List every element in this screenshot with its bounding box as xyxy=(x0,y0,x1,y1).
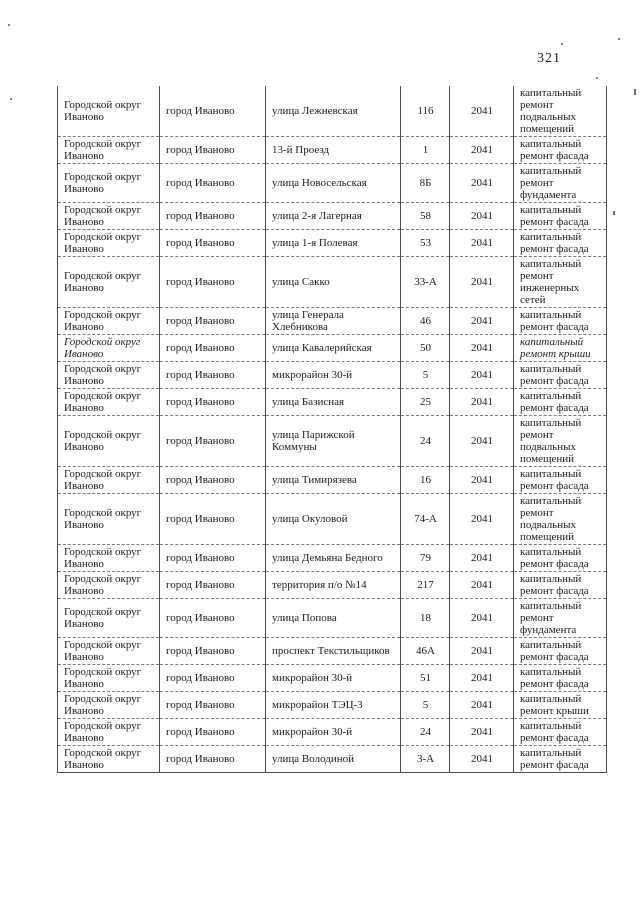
cell-house: 24 xyxy=(401,416,450,467)
table-row xyxy=(58,203,607,230)
table-row xyxy=(58,257,607,308)
cell-city: город Иваново xyxy=(160,467,266,494)
cell-house: 46А xyxy=(401,638,450,665)
cell-house: 74-А xyxy=(401,494,450,545)
scan-speck xyxy=(596,77,598,79)
cell-repair: капитальный ремонт крыши xyxy=(514,692,607,719)
cell-city: город Иваново xyxy=(160,692,266,719)
cell-municipality: Городской округ Иваново xyxy=(58,230,160,257)
cell-municipality: Городской округ Иваново xyxy=(58,719,160,746)
cell-year: 2041 xyxy=(450,257,514,308)
scan-speck xyxy=(10,98,12,100)
cell-year: 2041 xyxy=(450,230,514,257)
cell-municipality: Городской округ Иваново xyxy=(58,137,160,164)
scan-speck xyxy=(561,43,563,45)
table-row xyxy=(58,335,607,362)
cell-year: 2041 xyxy=(450,572,514,599)
cell-year: 2041 xyxy=(450,308,514,335)
table-row xyxy=(58,719,607,746)
cell-municipality: Городской округ Иваново xyxy=(58,416,160,467)
cell-repair: капитальный ремонт фасада xyxy=(514,638,607,665)
cell-repair: капитальный ремонт подвальных помещений xyxy=(514,494,607,545)
cell-year: 2041 xyxy=(450,467,514,494)
cell-city: город Иваново xyxy=(160,599,266,638)
table-row xyxy=(58,137,607,164)
cell-year: 2041 xyxy=(450,665,514,692)
table-row xyxy=(58,692,607,719)
cell-house: 53 xyxy=(401,230,450,257)
cell-street: улица 2-я Лагерная xyxy=(266,203,401,230)
cell-municipality: Городской округ Иваново xyxy=(58,86,160,137)
cell-repair: капитальный ремонт фасада xyxy=(514,572,607,599)
cell-year: 2041 xyxy=(450,599,514,638)
cell-house: 18 xyxy=(401,599,450,638)
cell-year: 2041 xyxy=(450,545,514,572)
cell-municipality: Городской округ Иваново xyxy=(58,572,160,599)
cell-city: город Иваново xyxy=(160,389,266,416)
table-row xyxy=(58,230,607,257)
cell-year: 2041 xyxy=(450,638,514,665)
cell-repair: капитальный ремонт крыши xyxy=(514,335,607,362)
cell-street: улица Окуловой xyxy=(266,494,401,545)
cell-municipality: Городской округ Иваново xyxy=(58,665,160,692)
cell-year: 2041 xyxy=(450,137,514,164)
cell-city: город Иваново xyxy=(160,572,266,599)
cell-repair: капитальный ремонт фасада xyxy=(514,137,607,164)
cell-city: город Иваново xyxy=(160,494,266,545)
cell-municipality: Городской округ Иваново xyxy=(58,467,160,494)
cell-house: 3-А xyxy=(401,746,450,773)
cell-year: 2041 xyxy=(450,86,514,137)
cell-year: 2041 xyxy=(450,494,514,545)
cell-municipality: Городской округ Иваново xyxy=(58,362,160,389)
table-row xyxy=(58,308,607,335)
cell-repair: капитальный ремонт фасада xyxy=(514,467,607,494)
cell-street: улица Володиной xyxy=(266,746,401,773)
cell-city: город Иваново xyxy=(160,746,266,773)
scan-speck xyxy=(618,38,620,40)
table-row xyxy=(58,638,607,665)
cell-municipality: Городской округ Иваново xyxy=(58,335,160,362)
cell-year: 2041 xyxy=(450,203,514,230)
cell-repair: капитальный ремонт фасада xyxy=(514,230,607,257)
cell-street: проспект Текстильщиков xyxy=(266,638,401,665)
cell-house: 51 xyxy=(401,665,450,692)
cell-municipality: Городской округ Иваново xyxy=(58,545,160,572)
cell-year: 2041 xyxy=(450,692,514,719)
cell-repair: капитальный ремонт фасада xyxy=(514,308,607,335)
cell-city: город Иваново xyxy=(160,203,266,230)
cell-year: 2041 xyxy=(450,719,514,746)
cell-repair: капитальный ремонт фасада xyxy=(514,203,607,230)
cell-street: микрорайон 30-й xyxy=(266,665,401,692)
cell-street: улица Генерала Хлебникова xyxy=(266,308,401,335)
cell-repair: капитальный ремонт фасада xyxy=(514,545,607,572)
cell-repair: капитальный ремонт подвальных помещений xyxy=(514,86,607,137)
cell-repair: капитальный ремонт фасада xyxy=(514,362,607,389)
cell-street: 13-й Проезд xyxy=(266,137,401,164)
cell-house: 79 xyxy=(401,545,450,572)
table-row xyxy=(58,416,607,467)
cell-street: улица Тимирязева xyxy=(266,467,401,494)
cell-municipality: Городской округ Иваново xyxy=(58,692,160,719)
cell-house: 24 xyxy=(401,719,450,746)
cell-municipality: Городской округ Иваново xyxy=(58,746,160,773)
cell-street: микрорайон 30-й xyxy=(266,362,401,389)
cell-house: 5 xyxy=(401,692,450,719)
cell-municipality: Городской округ Иваново xyxy=(58,257,160,308)
cell-municipality: Городской округ Иваново xyxy=(58,494,160,545)
table-row xyxy=(58,164,607,203)
cell-house: 58 xyxy=(401,203,450,230)
cell-municipality: Городской округ Иваново xyxy=(58,638,160,665)
cell-year: 2041 xyxy=(450,389,514,416)
cell-municipality: Городской округ Иваново xyxy=(58,389,160,416)
cell-repair: капитальный ремонт фасада xyxy=(514,746,607,773)
cell-street: улица Базисная xyxy=(266,389,401,416)
cell-year: 2041 xyxy=(450,416,514,467)
table-row xyxy=(58,599,607,638)
cell-year: 2041 xyxy=(450,362,514,389)
cell-year: 2041 xyxy=(450,164,514,203)
cell-municipality: Городской округ Иваново xyxy=(58,203,160,230)
cell-city: город Иваново xyxy=(160,257,266,308)
cell-city: город Иваново xyxy=(160,86,266,137)
cell-city: город Иваново xyxy=(160,638,266,665)
cell-house: 50 xyxy=(401,335,450,362)
cell-city: город Иваново xyxy=(160,164,266,203)
cell-house: 16 xyxy=(401,467,450,494)
cell-city: город Иваново xyxy=(160,335,266,362)
cell-house: 1 xyxy=(401,137,450,164)
cell-city: город Иваново xyxy=(160,137,266,164)
cell-street: микрорайон ТЭЦ-3 xyxy=(266,692,401,719)
cell-city: город Иваново xyxy=(160,362,266,389)
cell-street: улица Попова xyxy=(266,599,401,638)
table-row xyxy=(58,389,607,416)
cell-year: 2041 xyxy=(450,746,514,773)
cell-street: территория п/о №14 xyxy=(266,572,401,599)
cell-municipality: Городской округ Иваново xyxy=(58,164,160,203)
cell-city: город Иваново xyxy=(160,545,266,572)
cell-repair: капитальный ремонт фундамента xyxy=(514,164,607,203)
cell-city: город Иваново xyxy=(160,416,266,467)
table-row xyxy=(58,545,607,572)
cell-repair: капитальный ремонт подвальных помещений xyxy=(514,416,607,467)
cell-house: 25 xyxy=(401,389,450,416)
cell-street: улица Новосельская xyxy=(266,164,401,203)
cell-house: 5 xyxy=(401,362,450,389)
cell-street: улица Кавалерийская xyxy=(266,335,401,362)
cell-house: 46 xyxy=(401,308,450,335)
scan-artifact-tick xyxy=(634,89,636,95)
repair-schedule-table xyxy=(57,86,607,773)
cell-city: город Иваново xyxy=(160,308,266,335)
cell-street: улица Лежневская xyxy=(266,86,401,137)
table-row xyxy=(58,362,607,389)
cell-city: город Иваново xyxy=(160,665,266,692)
cell-municipality: Городской округ Иваново xyxy=(58,599,160,638)
cell-street: улица Демьяна Бедного xyxy=(266,545,401,572)
table-body xyxy=(58,86,607,773)
cell-municipality: Городской округ Иваново xyxy=(58,308,160,335)
cell-city: город Иваново xyxy=(160,230,266,257)
cell-repair: капитальный ремонт фундамента xyxy=(514,599,607,638)
table-row xyxy=(58,746,607,773)
cell-house: 33-А xyxy=(401,257,450,308)
table-row xyxy=(58,665,607,692)
cell-city: город Иваново xyxy=(160,719,266,746)
table-row xyxy=(58,494,607,545)
cell-repair: капитальный ремонт фасада xyxy=(514,389,607,416)
cell-street: микрорайон 30-й xyxy=(266,719,401,746)
scan-speck xyxy=(8,24,10,26)
cell-street: улица Сакко xyxy=(266,257,401,308)
cell-street: улица 1-я Полевая xyxy=(266,230,401,257)
cell-house: 8Б xyxy=(401,164,450,203)
cell-repair: капитальный ремонт фасада xyxy=(514,719,607,746)
cell-house: 217 xyxy=(401,572,450,599)
table-row xyxy=(58,572,607,599)
cell-repair: капитальный ремонт фасада xyxy=(514,665,607,692)
cell-repair: капитальный ремонт инженерных сетей xyxy=(514,257,607,308)
cell-street: улица Парижской Коммуны xyxy=(266,416,401,467)
page-number: 321 xyxy=(537,51,561,66)
table-row xyxy=(58,467,607,494)
table-row xyxy=(58,86,607,137)
cell-year: 2041 xyxy=(450,335,514,362)
cell-house: 116 xyxy=(401,86,450,137)
scan-artifact-tick xyxy=(613,211,615,215)
